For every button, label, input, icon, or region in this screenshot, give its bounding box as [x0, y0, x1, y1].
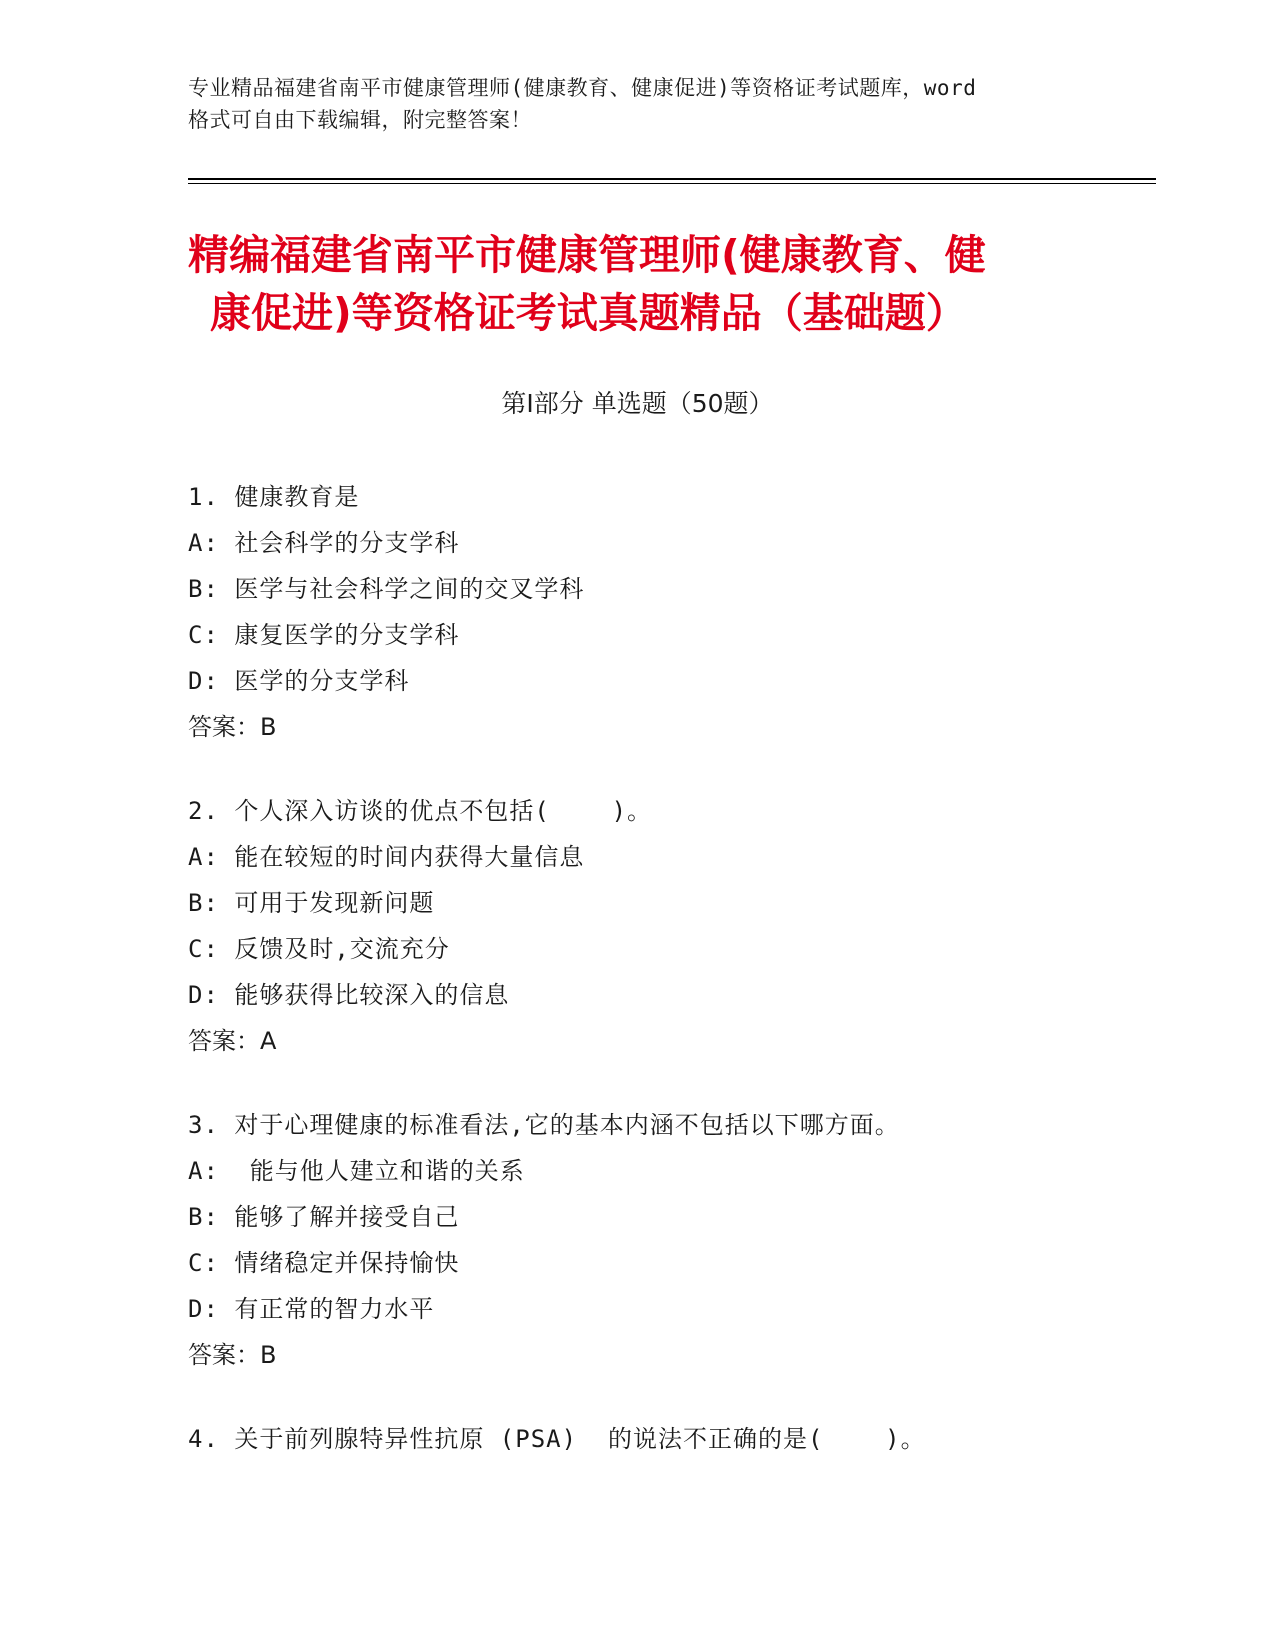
document-title-line-2: 康促进)等资格证考试真题精品（基础题）	[210, 289, 967, 337]
option-b: B: 能够了解并接受自己	[188, 1203, 460, 1231]
option-d: D: 有正常的智力水平	[188, 1295, 435, 1323]
question-4	[188, 1416, 1118, 1462]
document-title	[188, 226, 1088, 342]
option-b: B: 可用于发现新问题	[188, 889, 435, 917]
question-stem: 3. 对于心理健康的标准看法,它的基本内涵不包括以下哪方面。	[188, 1111, 900, 1139]
option-c: C: 反馈及时,交流充分	[188, 935, 450, 963]
header-rule-thin	[188, 183, 1156, 184]
question-list	[188, 474, 1118, 1500]
option-a: A: 能在较短的时间内获得大量信息	[188, 843, 585, 871]
option-a: A: 社会科学的分支学科	[188, 529, 460, 557]
option-c: C: 康复医学的分支学科	[188, 621, 460, 649]
option-c: C: 情绪稳定并保持愉快	[188, 1249, 460, 1277]
option-b: B: 医学与社会科学之间的交叉学科	[188, 575, 585, 603]
answer: 答案：A	[188, 1027, 277, 1055]
question-stem: 1. 健康教育是	[188, 483, 360, 511]
header-note-line-1: 专业精品福建省南平市健康管理师(健康教育、健康促进)等资格证考试题库，word	[188, 76, 977, 100]
question-stem: 2. 个人深入访谈的优点不包括( )。	[188, 797, 653, 825]
document-title-line-1: 精编福建省南平市健康管理师(健康教育、健	[188, 231, 986, 279]
answer: 答案：B	[188, 1341, 277, 1369]
question-3	[188, 1102, 1118, 1378]
header-note	[188, 72, 1088, 136]
question-1	[188, 474, 1118, 750]
question-stem: 4. 关于前列腺特异性抗原 (PSA) 的说法不正确的是( )。	[188, 1425, 926, 1453]
question-2	[188, 788, 1118, 1064]
option-a: A: 能与他人建立和谐的关系	[188, 1157, 525, 1185]
section-title: 第Ⅰ部分 单选题（50题）	[501, 389, 774, 418]
header-rule-thick	[188, 178, 1156, 180]
option-d: D: 医学的分支学科	[188, 667, 410, 695]
answer: 答案：B	[188, 713, 277, 741]
header-note-line-2: 格式可自由下载编辑，附完整答案！	[188, 108, 532, 132]
option-d: D: 能够获得比较深入的信息	[188, 981, 510, 1009]
